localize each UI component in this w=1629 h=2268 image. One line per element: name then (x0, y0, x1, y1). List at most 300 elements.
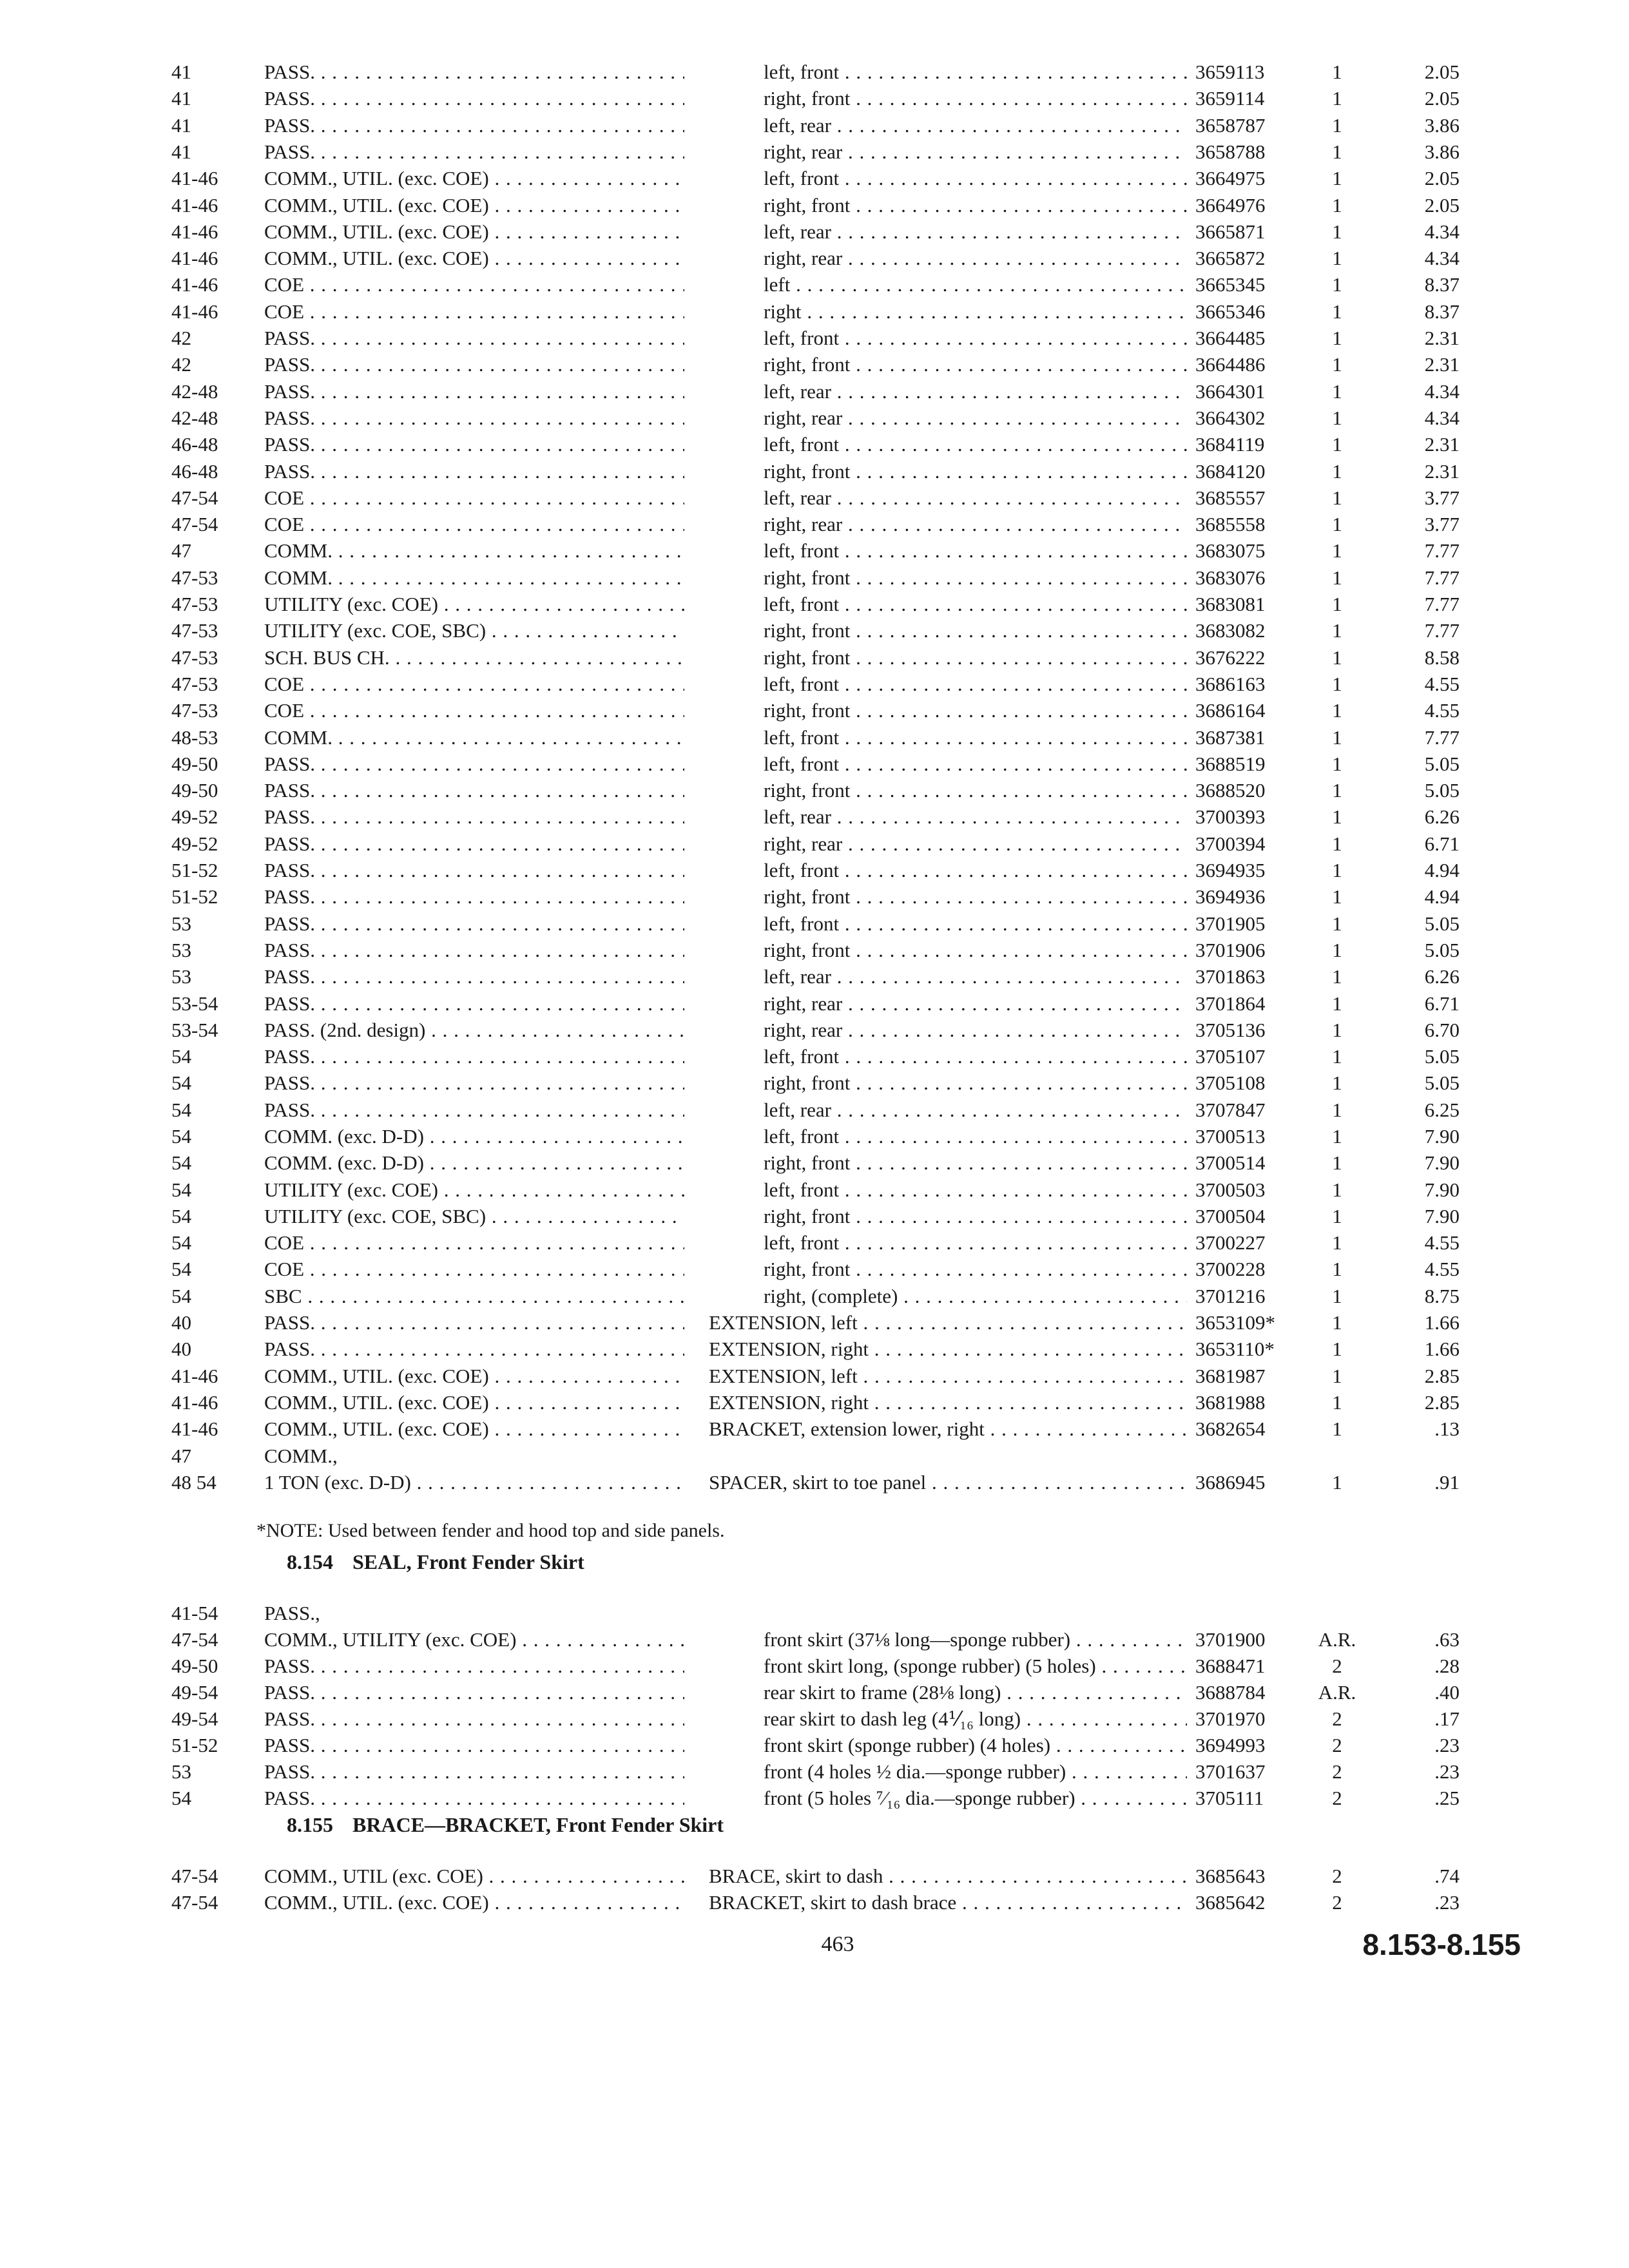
page-number: 463 (821, 1932, 854, 1956)
model-year: 49-50 (171, 779, 218, 802)
price: 4.34 (1424, 407, 1460, 429)
model-year: 47-53 (171, 699, 218, 722)
part-description: front (4 holes ½ dia.—sponge rubber) . . . (764, 1759, 1187, 1785)
model-name: PASS. . . . (264, 858, 684, 883)
part-number: 3685642 (1195, 1891, 1266, 1914)
part-description: front (5 holes ⁷⁄₁₆ dia.—sponge rubber) . . . (764, 1785, 1187, 1811)
part-number: 3684119 (1195, 433, 1265, 456)
price: .23 (1434, 1760, 1460, 1783)
quantity: 2 (1332, 1865, 1342, 1887)
quantity: 1 (1332, 1072, 1342, 1094)
model-year: 53 (171, 912, 191, 935)
model-name: PASS. . . . (264, 459, 684, 485)
model-name: PASS. . . . (264, 1097, 684, 1123)
price: .25 (1434, 1787, 1460, 1809)
model-year: 41-46 (171, 300, 218, 323)
parts-row (0, 1416, 1629, 1442)
model-year: 47-53 (171, 593, 218, 615)
part-description: EXTENSION, left . . . (709, 1310, 1187, 1336)
model-name: UTILITY (exc. COE, SBC) . . . (264, 1204, 684, 1229)
model-year: 41-46 (171, 167, 218, 189)
part-description: right, front . . . (764, 884, 1187, 910)
parts-row (0, 1680, 1629, 1706)
part-number: 3686945 (1195, 1471, 1266, 1494)
part-number: 3701905 (1195, 912, 1266, 935)
price: 3.77 (1424, 486, 1460, 509)
part-number: 3658788 (1195, 140, 1266, 163)
part-number: 3694935 (1195, 859, 1266, 881)
price: 6.71 (1424, 992, 1460, 1015)
parts-row (0, 1627, 1629, 1653)
part-number: 3705107 (1195, 1045, 1266, 1068)
price: 7.90 (1424, 1205, 1460, 1227)
parts-row (0, 1070, 1629, 1096)
quantity: 1 (1332, 87, 1342, 110)
parts-row (0, 139, 1629, 165)
quantity: 1 (1332, 353, 1342, 376)
part-number: 3694936 (1195, 885, 1266, 908)
price: 6.71 (1424, 832, 1460, 855)
part-description: right, front . . . (764, 1256, 1187, 1282)
model-name: COE . . . (264, 1230, 684, 1256)
model-name: PASS. . . . (264, 325, 684, 351)
quantity: 1 (1332, 407, 1342, 429)
part-description: right, rear . . . (764, 831, 1187, 857)
model-year: 54 (171, 1045, 191, 1068)
quantity: 2 (1332, 1760, 1342, 1783)
parts-row (0, 325, 1629, 351)
model-name: COMM., (264, 1445, 338, 1467)
part-description: left, front . . . (764, 751, 1187, 777)
parts-row (0, 1150, 1629, 1176)
parts-row (0, 1177, 1629, 1203)
model-name: PASS. . . . (264, 1706, 684, 1732)
price: .23 (1434, 1891, 1460, 1914)
price: 2.85 (1424, 1391, 1460, 1414)
model-year: 54 (171, 1125, 191, 1148)
quantity: 1 (1332, 300, 1342, 323)
price: 2.05 (1424, 194, 1460, 216)
price: 5.05 (1424, 779, 1460, 802)
part-description: left, rear . . . (764, 804, 1187, 830)
model-year: 41-46 (171, 1391, 218, 1414)
price: 3.86 (1424, 140, 1460, 163)
model-year: 41-54 (171, 1602, 218, 1624)
part-description: front skirt (sponge rubber) (4 holes) . . . (764, 1733, 1187, 1758)
part-number: 3676222 (1195, 646, 1266, 669)
part-description: left, front . . . (764, 725, 1187, 751)
quantity: 1 (1332, 1285, 1342, 1307)
model-year: 49-50 (171, 1655, 218, 1677)
quantity: 2 (1332, 1787, 1342, 1809)
quantity: 1 (1332, 513, 1342, 535)
parts-row (0, 299, 1629, 325)
quantity: 1 (1332, 699, 1342, 722)
part-number: 3705136 (1195, 1019, 1266, 1041)
part-number: 3694993 (1195, 1734, 1266, 1756)
parts-row (0, 698, 1629, 724)
part-number: 3665345 (1195, 273, 1266, 296)
price: 3.86 (1424, 114, 1460, 137)
model-name: COMM. . . . (264, 538, 684, 564)
part-number: 3686164 (1195, 699, 1266, 722)
part-description: left, front . . . (764, 1124, 1187, 1149)
price: .17 (1434, 1707, 1460, 1730)
part-description: right, front . . . (764, 698, 1187, 724)
quantity: 1 (1332, 539, 1342, 562)
part-description: left, rear . . . (764, 113, 1187, 139)
price: 8.37 (1424, 273, 1460, 296)
price: 6.25 (1424, 1099, 1460, 1121)
part-description: front skirt (37⅛ long—sponge rubber) . . . (764, 1627, 1187, 1653)
quantity: 1 (1332, 61, 1342, 83)
model-year: 47-53 (171, 619, 218, 642)
price: 4.34 (1424, 220, 1460, 243)
parts-row (0, 1017, 1629, 1043)
section-range: 8.153-8.155 (1362, 1928, 1521, 1961)
section-title: BRACE—BRACKET, Front Fender Skirt (352, 1813, 724, 1836)
parts-row (0, 193, 1629, 218)
model-name: COE . . . (264, 485, 684, 511)
model-name: PASS. . . . (264, 432, 684, 457)
quantity: 1 (1332, 433, 1342, 456)
price: .13 (1434, 1418, 1460, 1440)
quantity: 1 (1332, 1231, 1342, 1254)
model-year: 42 (171, 353, 191, 376)
parts-row (0, 1653, 1629, 1679)
part-description: left, front . . . (764, 1044, 1187, 1070)
model-year: 48-53 (171, 726, 218, 749)
parts-row (0, 618, 1629, 644)
part-description: left, front . . . (764, 591, 1187, 617)
price: 7.77 (1424, 619, 1460, 642)
parts-row (0, 1363, 1629, 1389)
model-name: COMM. (exc. D-D) . . . (264, 1150, 684, 1176)
price: .40 (1434, 1681, 1460, 1704)
price: .28 (1434, 1655, 1460, 1677)
parts-row (0, 113, 1629, 139)
parts-row (0, 1256, 1629, 1282)
part-description: left, front . . . (764, 671, 1187, 697)
parts-row (0, 245, 1629, 271)
model-year: 47 (171, 1445, 191, 1467)
part-description: right, front . . . (764, 193, 1187, 218)
part-description: right, front . . . (764, 937, 1187, 963)
parts-row (0, 405, 1629, 431)
part-number: 3684120 (1195, 460, 1266, 483)
price: 1.66 (1424, 1338, 1460, 1360)
quantity: 1 (1332, 832, 1342, 855)
part-description: left, front . . . (764, 325, 1187, 351)
model-year: 51-52 (171, 1734, 218, 1756)
quantity: 1 (1332, 726, 1342, 749)
parts-row (0, 1283, 1629, 1309)
part-description: left, front . . . (764, 59, 1187, 85)
part-number: 3701863 (1195, 965, 1266, 988)
model-name: PASS. . . . (264, 352, 684, 378)
part-number: 3707847 (1195, 1099, 1266, 1121)
model-year: 41 (171, 87, 191, 110)
model-name: COMM., UTIL. (exc. COE) . . . (264, 1390, 684, 1416)
parts-row (0, 166, 1629, 191)
model-name: PASS. . . . (264, 1653, 684, 1679)
model-name: COE . . . (264, 512, 684, 537)
price: 7.77 (1424, 539, 1460, 562)
part-description: rear skirt to dash leg (4⅟₁₆ long) . . . (764, 1706, 1187, 1732)
quantity: 1 (1332, 753, 1342, 775)
quantity: 1 (1332, 486, 1342, 509)
part-number: 3664485 (1195, 327, 1266, 349)
model-name: PASS. . . . (264, 778, 684, 803)
model-name: PASS. . . . (264, 113, 684, 139)
quantity: 1 (1332, 1019, 1342, 1041)
part-description: left, front . . . (764, 166, 1187, 191)
model-name: COMM., UTIL. (exc. COE) . . . (264, 1363, 684, 1389)
quantity: 1 (1332, 140, 1342, 163)
model-year: 47-54 (171, 486, 218, 509)
quantity: 1 (1332, 779, 1342, 802)
footnote: *NOTE: Used between fender and hood top and side panels. (256, 1520, 725, 1541)
model-name: PASS., (264, 1602, 320, 1624)
price: .63 (1434, 1628, 1460, 1651)
model-year: 54 (171, 1178, 191, 1201)
quantity: 1 (1332, 965, 1342, 988)
parts-row (0, 1890, 1629, 1916)
parts-row (0, 432, 1629, 457)
price: 5.05 (1424, 1072, 1460, 1094)
parts-row (0, 1706, 1629, 1732)
part-description: left, rear . . . (764, 485, 1187, 511)
quantity: 1 (1332, 460, 1342, 483)
model-year: 41-46 (171, 247, 218, 269)
model-year: 54 (171, 1231, 191, 1254)
part-number: 3705111 (1195, 1787, 1264, 1809)
parts-row (0, 858, 1629, 883)
part-number: 3688784 (1195, 1681, 1266, 1704)
model-name: COMM., UTIL. (exc. COE) . . . (264, 245, 684, 271)
model-year: 53 (171, 939, 191, 961)
price: 8.58 (1424, 646, 1460, 669)
price: 5.05 (1424, 1045, 1460, 1068)
parts-row (0, 512, 1629, 537)
model-year: 54 (171, 1787, 191, 1809)
model-year: 53-54 (171, 1019, 218, 1041)
part-number: 3701906 (1195, 939, 1266, 961)
parts-row (0, 831, 1629, 857)
quantity: 1 (1332, 593, 1342, 615)
part-number: 3665872 (1195, 247, 1266, 269)
parts-row (0, 911, 1629, 937)
price: 2.85 (1424, 1365, 1460, 1387)
quantity: 1 (1332, 1365, 1342, 1387)
part-description: BRACKET, extension lower, right . . . (709, 1416, 1187, 1442)
part-number: 3701864 (1195, 992, 1266, 1015)
model-name: PASS. . . . (264, 379, 684, 405)
price: 4.55 (1424, 1231, 1460, 1254)
part-number: 3685557 (1195, 486, 1266, 509)
quantity: 1 (1332, 566, 1342, 589)
part-description: right, front . . . (764, 352, 1187, 378)
quantity: 1 (1332, 273, 1342, 296)
part-number: 3664976 (1195, 194, 1266, 216)
model-name: COMM., UTIL. (exc. COE) . . . (264, 166, 684, 191)
price: 7.77 (1424, 566, 1460, 589)
parts-row (0, 565, 1629, 591)
model-name: SBC . . . (264, 1283, 684, 1309)
part-number: 3664301 (1195, 380, 1266, 403)
model-year: 54 (171, 1205, 191, 1227)
model-year: 47-54 (171, 1865, 218, 1887)
section-heading-8-154 (287, 1548, 1189, 1576)
model-year: 41-46 (171, 273, 218, 296)
price: 6.26 (1424, 805, 1460, 828)
part-number: 3683075 (1195, 539, 1266, 562)
price: 8.37 (1424, 300, 1460, 323)
parts-row (0, 459, 1629, 485)
quantity: 1 (1332, 646, 1342, 669)
model-name: PASS. . . . (264, 804, 684, 830)
parts-row (0, 991, 1629, 1017)
model-year: 40 (171, 1311, 191, 1334)
model-name: COE . . . (264, 698, 684, 724)
part-number: 3665346 (1195, 300, 1266, 323)
price: 1.66 (1424, 1311, 1460, 1334)
part-number: 3700227 (1195, 1231, 1266, 1254)
parts-row (0, 538, 1629, 564)
model-name: COMM. (exc. D-D) . . . (264, 1124, 684, 1149)
model-year: 54 (171, 1072, 191, 1094)
model-name: PASS. . . . (264, 1336, 684, 1362)
part-description: BRACE, skirt to dash . . . (709, 1863, 1187, 1889)
price: 6.26 (1424, 965, 1460, 988)
parts-row (0, 1600, 1629, 1626)
parts-row (0, 1230, 1629, 1256)
model-year: 48 54 (171, 1471, 217, 1494)
part-number: 3687381 (1195, 726, 1266, 749)
quantity: 1 (1332, 1338, 1342, 1360)
price: 5.05 (1424, 753, 1460, 775)
model-year: 54 (171, 1258, 191, 1280)
part-number: 3700514 (1195, 1151, 1266, 1174)
part-description: left, front . . . (764, 1230, 1187, 1256)
parts-row (0, 1733, 1629, 1758)
model-name: COMM., UTILITY (exc. COE) . . . (264, 1627, 684, 1653)
quantity: 1 (1332, 805, 1342, 828)
parts-row (0, 272, 1629, 298)
model-year: 42-48 (171, 407, 218, 429)
part-number: 3683082 (1195, 619, 1266, 642)
model-year: 41 (171, 114, 191, 137)
part-description: right, front . . . (764, 1070, 1187, 1096)
price: 3.77 (1424, 513, 1460, 535)
part-description: right, front . . . (764, 778, 1187, 803)
model-name: COMM., UTIL. (exc. COE) . . . (264, 1416, 684, 1442)
part-description: right . . . (764, 299, 1187, 325)
price: 4.94 (1424, 859, 1460, 881)
price: 4.55 (1424, 673, 1460, 695)
part-description: left, front . . . (764, 538, 1187, 564)
part-description: SPACER, skirt to toe panel . . . (709, 1470, 1187, 1495)
model-year: 42 (171, 327, 191, 349)
model-name: PASS. . . . (264, 139, 684, 165)
quantity: 2 (1332, 1707, 1342, 1730)
model-name: PASS. . . . (264, 1733, 684, 1758)
quantity: 1 (1332, 939, 1342, 961)
part-description: right, front . . . (764, 645, 1187, 671)
parts-row (0, 804, 1629, 830)
part-description: rear skirt to frame (28⅛ long) . . . (764, 1680, 1187, 1706)
model-name: COMM. . . . (264, 565, 684, 591)
part-number: 3658787 (1195, 114, 1266, 137)
model-year: 49-52 (171, 805, 218, 828)
quantity: 1 (1332, 1205, 1342, 1227)
price: 7.90 (1424, 1125, 1460, 1148)
model-year: 41-46 (171, 220, 218, 243)
parts-row (0, 1097, 1629, 1123)
part-number: 3682654 (1195, 1418, 1266, 1440)
quantity: 1 (1332, 912, 1342, 935)
model-name: PASS. . . . (264, 86, 684, 111)
price: 7.77 (1424, 726, 1460, 749)
model-name: PASS. . . . (264, 1680, 684, 1706)
parts-row (0, 219, 1629, 245)
part-number: 3664975 (1195, 167, 1266, 189)
quantity: 1 (1332, 673, 1342, 695)
part-description: left, rear . . . (764, 379, 1187, 405)
quantity: 1 (1332, 1258, 1342, 1280)
parts-row (0, 964, 1629, 990)
model-year: 53 (171, 965, 191, 988)
model-name: COMM., UTIL. (exc. COE) . . . (264, 219, 684, 245)
quantity: A.R. (1318, 1628, 1356, 1651)
model-name: PASS. . . . (264, 405, 684, 431)
part-number: 3686163 (1195, 673, 1266, 695)
section-title: SEAL, Front Fender Skirt (352, 1550, 584, 1573)
model-year: 46-48 (171, 433, 218, 456)
model-name: PASS. . . . (264, 884, 684, 910)
part-description: right, rear . . . (764, 245, 1187, 271)
model-year: 53 (171, 1760, 191, 1783)
part-description: right, rear . . . (764, 405, 1187, 431)
parts-row (0, 1336, 1629, 1362)
price: 2.05 (1424, 87, 1460, 110)
model-year: 53-54 (171, 992, 218, 1015)
quantity: 1 (1332, 1391, 1342, 1414)
part-number: 3701216 (1195, 1285, 1266, 1307)
price: 4.55 (1424, 1258, 1460, 1280)
part-description: left, front . . . (764, 432, 1187, 457)
quantity: 1 (1332, 1178, 1342, 1201)
parts-row (0, 884, 1629, 910)
model-name: PASS. . . . (264, 991, 684, 1017)
model-name: UTILITY (exc. COE) . . . (264, 591, 684, 617)
parts-row (0, 1310, 1629, 1336)
model-name: SCH. BUS CH. . . . (264, 645, 684, 671)
part-description: EXTENSION, right . . . (709, 1390, 1187, 1416)
part-number: 3664486 (1195, 353, 1266, 376)
part-description: right, (complete) . . . (764, 1283, 1187, 1309)
price: 2.05 (1424, 61, 1460, 83)
part-number: 3659113 (1195, 61, 1265, 83)
part-description: left, front . . . (764, 911, 1187, 937)
model-name: COMM., UTIL. (exc. COE) . . . (264, 1890, 684, 1916)
model-name: COMM. . . . (264, 725, 684, 751)
model-year: 46-48 (171, 460, 218, 483)
quantity: 1 (1332, 859, 1342, 881)
quantity: A.R. (1318, 1681, 1356, 1704)
model-name: UTILITY (exc. COE) . . . (264, 1177, 684, 1203)
price: .74 (1434, 1865, 1460, 1887)
